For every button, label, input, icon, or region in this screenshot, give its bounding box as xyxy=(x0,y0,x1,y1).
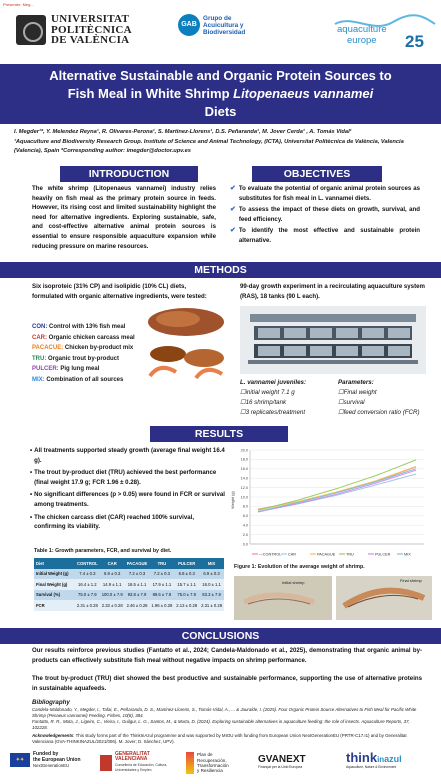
table-row: Survival (%) 75.0 ± 7.9 100.0 ± 7.9 93.8 ± 7.9 89.6 ± 7.9 75.0 ± 7.9 83.3 ± 7.9 xyxy=(34,590,224,601)
result-item: • No significant differences (p > 0.05) were found in FCR or survival among treatments. xyxy=(30,491,225,508)
reference-item: Fantatto, R. R., Mota, J., Ligeiro, C., Vieira, I., Guilgur, L. G., Santos, M., & Murta, D. (2024). Exploring sustainable alternatives in aquaculture feeding: the role of insects. Aquaculture Reports, 37, 102228. xyxy=(32,719,410,730)
objective-item xyxy=(230,226,420,245)
reference-item: Candela-Maldonado, Y., Megder, I., Tafai, E., Peñaranda, D. S., Martinez-Llorens, S., Tomás-Vidal, A., ... & Jauralde, I. (2025). Four Organic Protein Source Alternatives to Fish Meal for Pacific White Shrimp (Penaeus vannamei) Feeding. Fishes, 10(8), 384. xyxy=(32,707,417,718)
legend-label: PULCER xyxy=(375,552,391,557)
y-tick-label: 14.0 xyxy=(240,476,248,481)
title-line-3: Diets xyxy=(204,104,237,119)
parameter-item: ☐feed conversion ratio (FCR) xyxy=(338,409,420,416)
table-row: FCR 2.31 ± 0.28 2.33 ± 0.28 2.46 ± 0.28 1.96 ± 0.28 2.13 ± 0.28 2.31 ± 0.28 xyxy=(34,600,224,611)
upv-crest-icon xyxy=(16,15,46,45)
conference-line-1: aquaculture xyxy=(337,24,387,35)
introduction-text: The white shrimp (Litopenaeus vannamei) industry relies heavily on fish meal as the primary protein source in feeds. However, its rising cost and limited sustainability highlight the need for alternative ingredients. Exploring sustainable, safe, and cost-effective alternative animal protein sources is essential to ensure responsible aquaculture expansion while reducing pressure on marine resources. xyxy=(32,185,216,250)
conference-line-2: europe xyxy=(347,35,377,46)
juveniles-heading: L. vannamei juveniles: xyxy=(240,379,307,386)
y-tick-label: 12.0 xyxy=(240,485,248,490)
gvanext-logo: GVANEXT Finançat per la Unió Europea xyxy=(258,754,306,769)
y-tick-label: 0.0 xyxy=(242,542,248,547)
gab-logo xyxy=(178,14,245,36)
diet-mix: MIX: Combination of all sources xyxy=(32,376,124,383)
diet-con: CON: Control with 13% fish meal xyxy=(32,324,126,330)
title-banner xyxy=(0,64,441,124)
results-heading: RESULTS xyxy=(150,426,288,442)
objectives-list xyxy=(230,184,420,246)
conclusions-heading: CONCLUSIONS xyxy=(0,628,441,644)
objective-text: To evaluate the potential of organic animal protein sources as substitutes for fish meal in L. vannamei diets. xyxy=(238,185,420,202)
eu-logo: ✦✦ Funded by the European Union NextGenerationEU xyxy=(10,752,81,769)
upv-logo xyxy=(16,14,132,46)
result-item: • All treatments supported steady growth (average final weight 16.4 g). xyxy=(30,447,225,464)
result-item: • The chicken carcass diet (CAR) reached 100% survival, confirming its viability. xyxy=(30,513,195,531)
y-tick-label: 6.0 xyxy=(242,514,248,519)
legend-label: MIX xyxy=(404,552,411,557)
y-tick-label: 16.0 xyxy=(240,467,248,472)
figure-caption: Figure 1: Evolution of the average weight of shrimp. xyxy=(234,564,365,570)
y-tick-label: 20.0 xyxy=(240,448,248,453)
introduction-heading: INTRODUCTION xyxy=(60,166,198,182)
bibliography-heading: Bibliography xyxy=(32,699,70,706)
title-line-2-italic: Litopenaeus vannamei xyxy=(233,86,374,101)
diet-pulcer: PULCER: Pig lung meal xyxy=(32,366,100,372)
gab-badge: GAB xyxy=(178,14,200,36)
upv-line-2: POLITÈCNICA xyxy=(51,23,132,36)
recovery-plan-icon xyxy=(186,752,194,774)
checkmark-icon: ✔ xyxy=(230,185,236,192)
table-caption: Table 1: Growth parameters, FCR, and survival by diet. xyxy=(34,548,172,554)
objective-text: To assess the impact of these diets on growth, survival, and feed efficiency. xyxy=(238,206,420,223)
gab-line-1: Grupo de xyxy=(203,14,232,22)
title-line-2 xyxy=(0,85,441,103)
y-tick-label: 4.0 xyxy=(242,523,248,528)
conference-logo xyxy=(333,12,437,56)
parameter-item: ☐survival xyxy=(338,399,365,406)
parameters-heading: Parameters: xyxy=(338,379,374,386)
gab-line-3: Biodiversidad xyxy=(203,28,246,36)
conference-number: 25 xyxy=(405,32,424,51)
thinkinazul-logo: thinkinazul Aquaculture, Nature & Environment xyxy=(346,750,402,769)
objective-text: To identify the most effective and sustainable protein alternative. xyxy=(238,227,420,244)
diet-tru: TRU: Organic trout by-product xyxy=(32,355,120,362)
result-item: • The trout by-product diet (TRU) achieved the best performance (final weight 17.9 g; FCR 1.96 ± 0.28). xyxy=(30,469,217,486)
upv-line-3: DE VALÈNCIA xyxy=(51,34,130,46)
diet-pacacue: PACACUE: Chicken by-product mix xyxy=(32,345,134,351)
table-header-row: Diet CONTROL CAR PACAGUE TRU PULCER MIX xyxy=(34,558,224,569)
parameters-block xyxy=(338,378,433,418)
gva-logo: GENERALITAT VALENCIANA Conselleria de Educación, Cultura, Universidades y Empleo xyxy=(100,752,177,774)
y-axis-label: Weight (g) xyxy=(231,491,235,509)
table-row: Final Weight (g) 16.4 ± 1.2 14.9 ± 1.1 16.5 ± 1.1 17.9 ± 1.1 15.7 ± 1.1 16.0 ± 1.1 xyxy=(34,579,224,590)
conclusions-paragraph-2: The trout by-product (TRU) diet showed the best productive and sustainable performance, supporting the use of alternative proteins in sustainable aquafeeds. xyxy=(32,675,422,692)
objective-item xyxy=(230,205,420,224)
series-line-tru xyxy=(258,460,416,510)
objectives-heading: OBJECTIVES xyxy=(252,166,382,182)
objective-item xyxy=(230,184,420,203)
y-tick-label: 10.0 xyxy=(240,495,248,500)
parameter-item: ☐Final weight xyxy=(338,389,377,396)
methods-intro: Six isoproteic (31% CP) and isolipidic (10% CL) diets, formulated with organic alternative ingredients, were tested: xyxy=(32,283,207,300)
title-line-2-plain: Fish Meal in White Shrimp xyxy=(67,86,234,101)
legend-label: TRU xyxy=(346,552,354,557)
legend-label: PACAGUE xyxy=(317,552,336,557)
juvenile-item: ☐16 shrimp/tank xyxy=(240,399,287,406)
checkmark-icon: ✔ xyxy=(230,206,236,214)
affiliation: ¹Aquaculture and Biodiversity Research Group. Institute of Science and Animal Technology, (ICTA), Universitat Politècnica de València, Valencia (Valencia), Spain *Corresponding author: imegder@doctor.upv.es xyxy=(14,139,404,154)
checkmark-icon: ✔ xyxy=(230,227,236,235)
legend-label: CAR xyxy=(288,552,297,557)
y-tick-label: 18.0 xyxy=(240,457,248,462)
juvenile-item: ☐3 replicates/treatment xyxy=(240,409,306,416)
legend-label: —CONTROL xyxy=(259,552,282,557)
y-tick-label: 8.0 xyxy=(242,504,248,509)
diet-car: CAR: Organic chicken carcass meal xyxy=(32,334,135,341)
juvenile-item: ☐initial weight 7.1 g xyxy=(240,389,295,396)
results-table xyxy=(34,558,224,611)
conclusions-paragraph-1: Our results reinforce previous studies (Fantatto et al., 2024; Candela-Maldonado et al., 2025), demonstrating that organic animal by-products can effectively substitute fish meal without negative impacts on shrimp performance. xyxy=(32,647,422,664)
corner-label: Presenter: Meg... xyxy=(3,2,34,7)
experiment-text: 99-day growth experiment in a recirculating aquaculture system (RAS), 18 tanks (90 L each). xyxy=(240,283,425,300)
juveniles-block xyxy=(240,378,335,418)
upv-line-1: UNIVERSITAT xyxy=(51,13,130,25)
initial-shrimp-photo: Initial shrimp xyxy=(234,576,332,620)
final-shrimp-photo: Final shrimp xyxy=(336,576,432,620)
recovery-plan-logo: Plan de Recuperación, Transformación y Resiliencia xyxy=(186,752,229,774)
table-row: Initial Weight (g) 7.4 ± 0.3 6.9 ± 0.3 7.2 ± 0.3 7.2 ± 0.3 6.8 ± 0.3 6.9 ± 0.3 xyxy=(34,569,224,580)
shrimp-icon xyxy=(150,368,222,378)
methods-heading: METHODS xyxy=(0,262,441,278)
gva-shield-icon xyxy=(100,755,112,771)
acknowledgements: Acknowledgements: This study forms part of the ThinkInAzul programme and was supported by MIOU with funding from European Union NextGenerationEU (PRTR-C17.I1) and by Generalitat Valenciana (GVA-THINKINAZUL/2021/006). M. Jover; D. Sánchez, UPV). xyxy=(32,733,407,744)
feed-pellets-image xyxy=(138,292,234,384)
growth-chart xyxy=(228,444,432,562)
ras-system-image xyxy=(240,306,426,374)
authors: I. Megder¹*, Y. Melendez Reyna¹, R. Olivares-Perona¹, S. Martinez-Llorens¹, D.S. Peñaranda¹, M. Jover Cerda¹ , A. Tomás Vidal¹ xyxy=(14,129,352,135)
results-bullets xyxy=(30,446,226,532)
eu-flag-icon: ✦✦ xyxy=(10,753,30,767)
gab-line-2: Acuicultura y xyxy=(203,21,244,29)
title-line-1: Alternative Sustainable and Organic Protein Sources to xyxy=(49,68,392,83)
y-tick-label: 2.0 xyxy=(242,532,248,537)
